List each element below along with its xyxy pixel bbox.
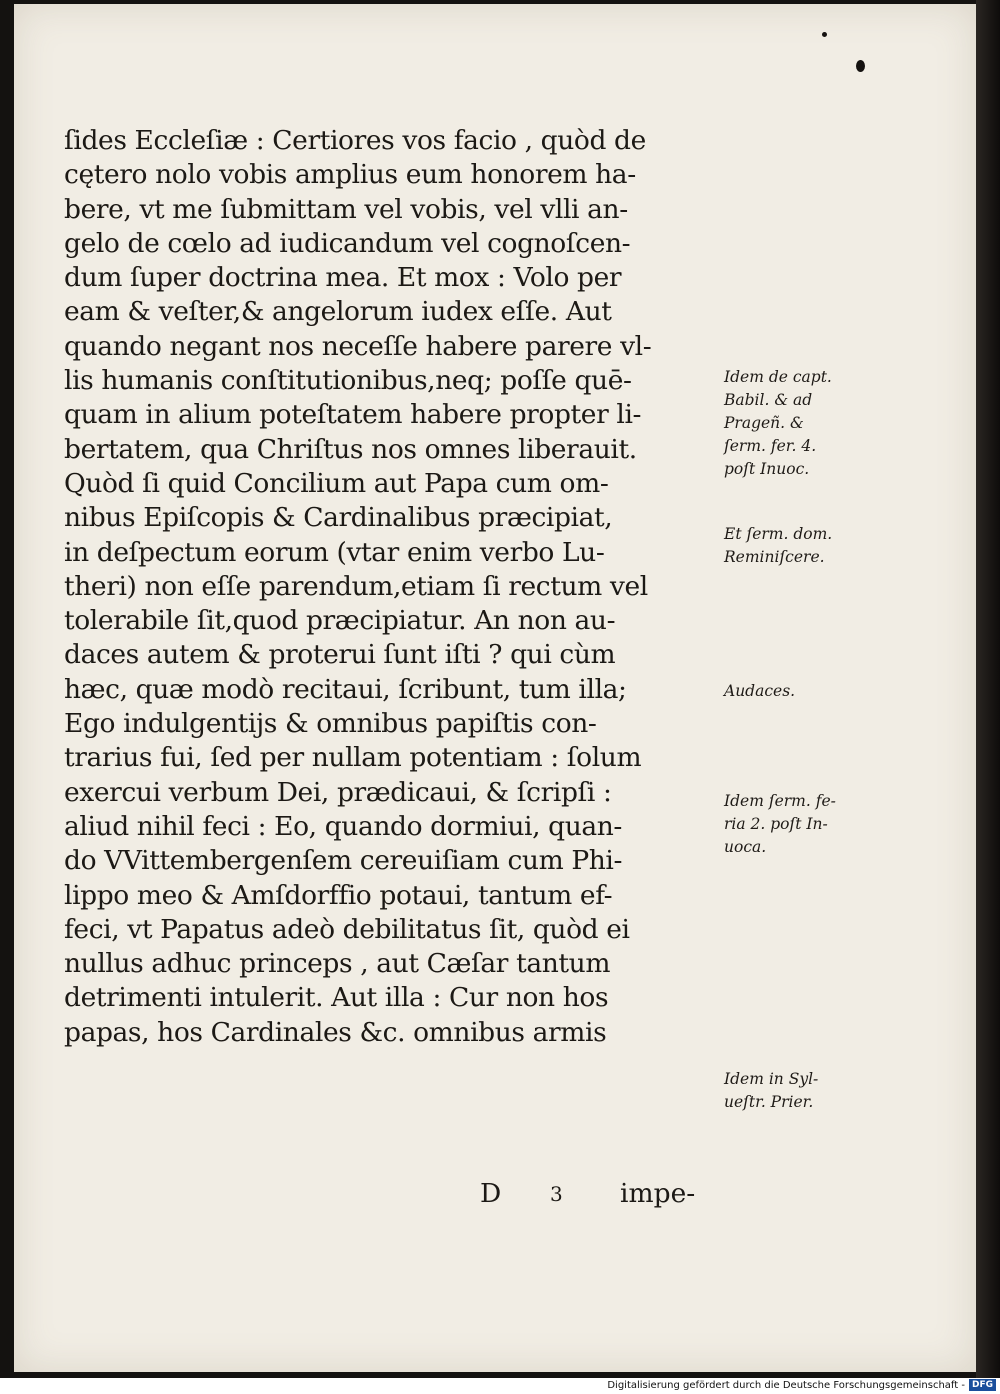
margin-note [724, 366, 884, 481]
text-line: daces autem & proterui ſunt iſti ? qui cùm [64, 639, 616, 671]
margin-note-line: Idem de capt. [724, 368, 832, 386]
text-line: bertatem, qua Chriſtus nos omnes liberauit. [64, 433, 637, 465]
margin-note-line: Reminiſcere. [724, 548, 825, 566]
text-line: exercui verbum Dei, prædicaui, & ſcripſi : [64, 776, 612, 808]
text-line: trarius fui, ſed per nullam potentiam : ſolum [64, 742, 642, 774]
text-line: theri) non eſſe parendum,etiam ſi rectum vel [64, 570, 648, 602]
margin-note-line: ſerm. fer. 4. [724, 437, 817, 455]
text-line: gelo de cœlo ad iudicandum vel cognoſcen- [64, 227, 631, 259]
margin-note-line: ueſtr. Prier. [724, 1093, 814, 1111]
margin-note [724, 790, 884, 859]
margin-note-line: Idem in Syl- [724, 1070, 819, 1088]
margin-note-line: Idem ſerm. fe- [724, 792, 836, 810]
text-line: Ego indulgentijs & omnibus papiſtis con- [64, 708, 597, 740]
page-edge [976, 0, 1000, 1378]
text-line: detrimenti intulerit. Aut illa : Cur non hos [64, 982, 609, 1014]
text-line: ſides Eccleſiæ : Certiores vos facio , quòd de [64, 125, 646, 156]
text-line: in deſpectum eorum (vtar enim verbo Lu- [64, 536, 605, 568]
text-line: lippo meo & Amſdorffio potaui, tantum ef- [64, 879, 613, 911]
catchword: impe- [620, 1178, 696, 1209]
margin-note-line: ria 2. poſt In- [724, 815, 828, 833]
text-line: cętero nolo vobis amplius eum honorem ha- [64, 159, 636, 191]
margin-note [724, 1068, 884, 1114]
ink-spot [856, 60, 865, 72]
signature-line [480, 1172, 740, 1216]
text-line: quando negant nos neceſſe habere parere vl- [64, 330, 652, 362]
margin-note-line: Babil. & ad [724, 391, 813, 409]
text-line: aliud nihil feci : Eo, quando dormiui, quan- [64, 810, 622, 842]
text-line: papas, hos Cardinales &c. omnibus armis [64, 1016, 607, 1048]
dfg-logo: DFG [969, 1379, 996, 1391]
text-line: tolerabile ſit,quod præcipiatur. An non au- [64, 605, 616, 637]
page-number: 3 [550, 1182, 563, 1206]
main-text-block [64, 124, 724, 1050]
text-line: feci, vt Papatus adeò debilitatus ſit, quòd ei [64, 913, 630, 945]
text-line: do VVittembergenſem cereuiſiam cum Phi- [64, 845, 623, 877]
margin-note-line: uoca. [724, 838, 767, 856]
text-line: quam in alium poteſtatem habere propter li- [64, 399, 642, 431]
text-line: hæc, quæ modò recitaui, ſcribunt, tum illa; [64, 673, 627, 705]
text-line: nibus Epiſcopis & Cardinalibus præcipiat, [64, 502, 613, 534]
margin-note [724, 680, 884, 703]
signature-mark: D [480, 1178, 502, 1209]
margin-note-line: Audaces. [724, 682, 796, 700]
text-line: bere, vt me ſubmittam vel vobis, vel vlli an- [64, 193, 628, 225]
margin-note-line: poſt Inuoc. [724, 460, 810, 478]
text-line: eam & veſter,& angelorum iudex eſſe. Aut [64, 296, 612, 328]
margin-note-line: Prageñ. & [724, 414, 804, 432]
margin-note [724, 523, 884, 569]
text-line: dum ſuper doctrina mea. Et mox : Volo per [64, 262, 622, 294]
text-line: nullus adhuc princeps , aut Cæſar tantum [64, 948, 611, 980]
margin-note-line: Et ſerm. dom. [724, 525, 833, 543]
text-line: Quòd ſi quid Concilium aut Papa cum om- [64, 467, 609, 499]
text-line: lis humanis conſtitutionibus,neq; poſſe quē- [64, 365, 632, 397]
footer-text: Digitalisierung gefördert durch die Deutsche Forschungsgemeinschaft - [607, 1379, 965, 1391]
footer [607, 1378, 996, 1392]
ink-spot [822, 32, 827, 37]
